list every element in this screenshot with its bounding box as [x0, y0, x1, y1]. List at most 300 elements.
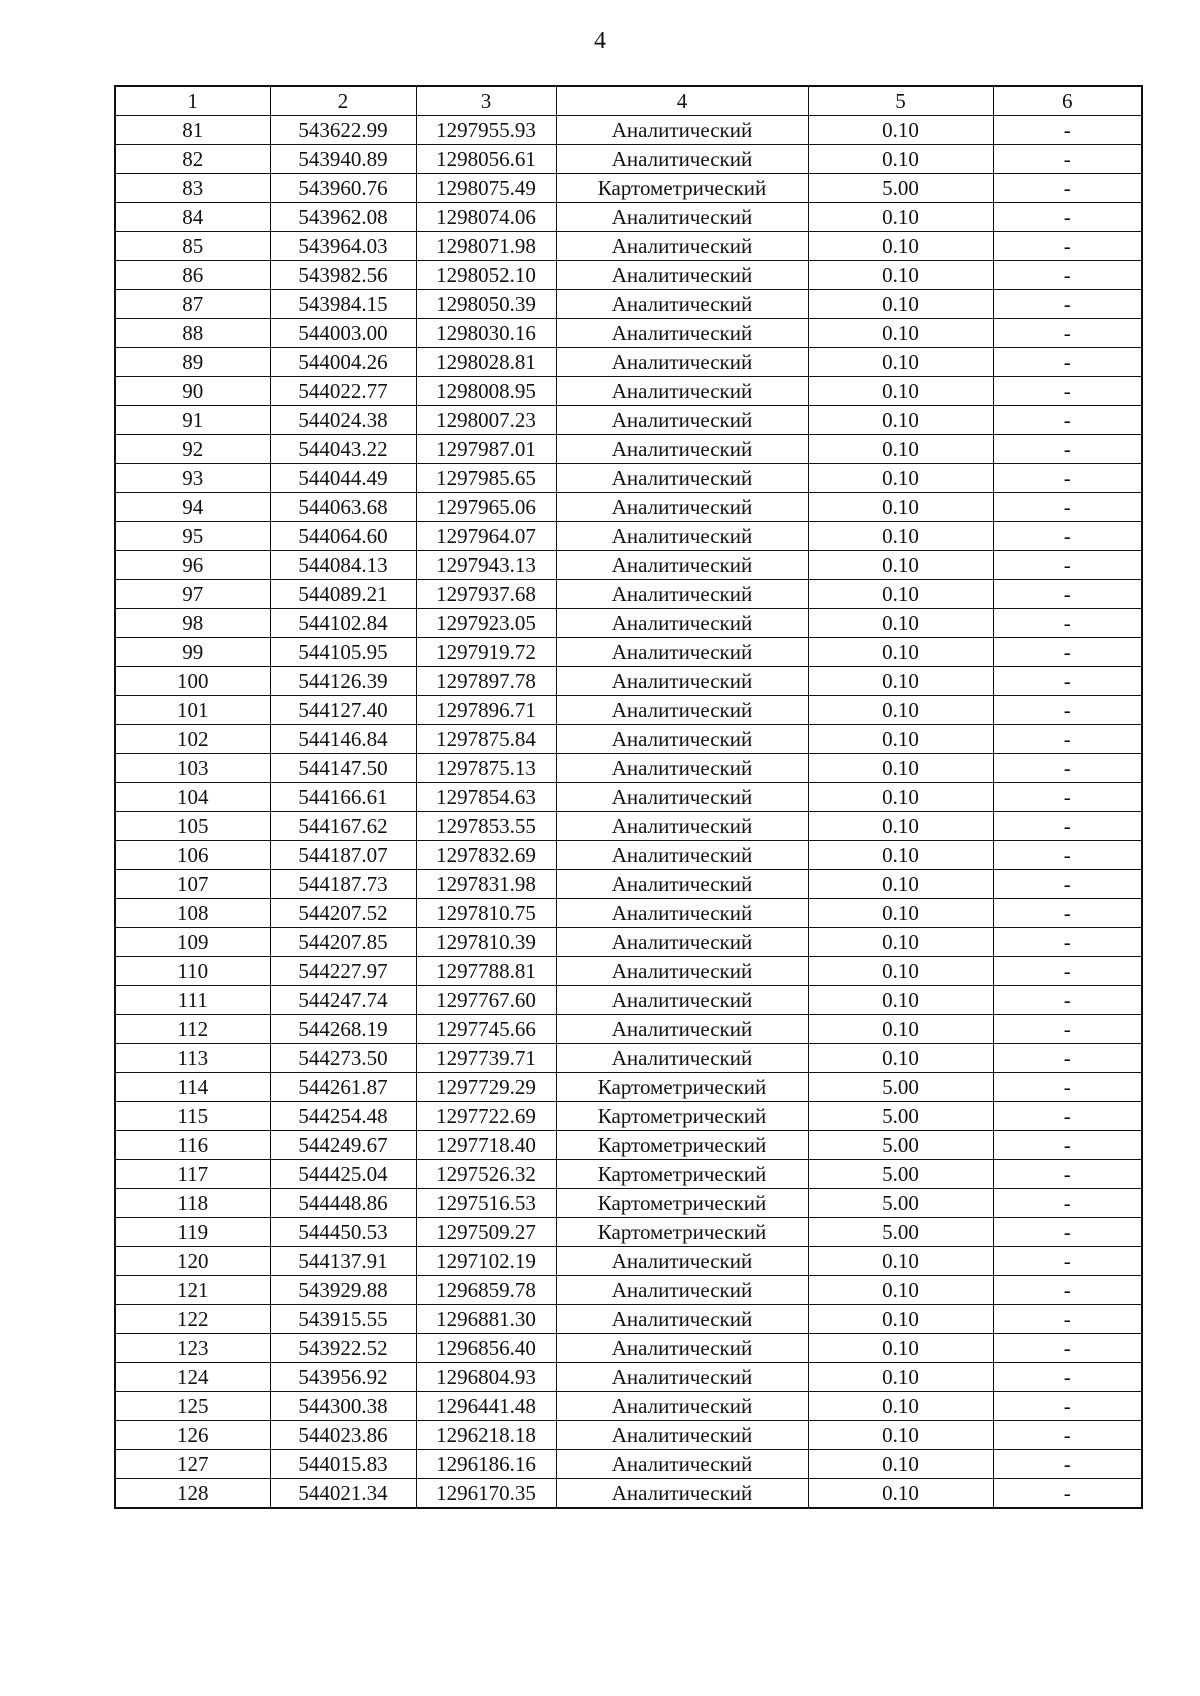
table-row [115, 870, 1142, 899]
note-cell: - [993, 377, 1142, 406]
point-number-cell: 87 [115, 290, 270, 319]
table-row [115, 464, 1142, 493]
accuracy-cell: 0.10 [808, 696, 993, 725]
note-cell: - [993, 464, 1142, 493]
table-row [115, 783, 1142, 812]
x-coordinate-cell: 543940.89 [270, 145, 416, 174]
note-cell: - [993, 609, 1142, 638]
method-cell: Аналитический [556, 638, 808, 667]
point-number-cell: 111 [115, 986, 270, 1015]
method-cell: Картометрический [556, 1189, 808, 1218]
y-coordinate-cell: 1298030.16 [416, 319, 556, 348]
table-row [115, 145, 1142, 174]
method-cell: Аналитический [556, 116, 808, 145]
point-number-cell: 115 [115, 1102, 270, 1131]
accuracy-cell: 0.10 [808, 580, 993, 609]
x-coordinate-cell: 544015.83 [270, 1450, 416, 1479]
x-coordinate-cell: 543956.92 [270, 1363, 416, 1392]
x-coordinate-cell: 544227.97 [270, 957, 416, 986]
coordinates-table [114, 85, 1143, 1509]
method-cell: Картометрический [556, 1160, 808, 1189]
point-number-cell: 117 [115, 1160, 270, 1189]
table-row [115, 841, 1142, 870]
y-coordinate-cell: 1297987.01 [416, 435, 556, 464]
point-number-cell: 126 [115, 1421, 270, 1450]
table-row [115, 1015, 1142, 1044]
method-cell: Аналитический [556, 290, 808, 319]
point-number-cell: 97 [115, 580, 270, 609]
accuracy-cell: 0.10 [808, 348, 993, 377]
accuracy-cell: 5.00 [808, 1160, 993, 1189]
y-coordinate-cell: 1297919.72 [416, 638, 556, 667]
x-coordinate-cell: 544300.38 [270, 1392, 416, 1421]
x-coordinate-cell: 544249.67 [270, 1131, 416, 1160]
accuracy-cell: 0.10 [808, 841, 993, 870]
method-cell: Аналитический [556, 348, 808, 377]
table-row [115, 667, 1142, 696]
table-row [115, 261, 1142, 290]
accuracy-cell: 0.10 [808, 377, 993, 406]
y-coordinate-cell: 1298071.98 [416, 232, 556, 261]
x-coordinate-cell: 543964.03 [270, 232, 416, 261]
note-cell: - [993, 435, 1142, 464]
point-number-cell: 82 [115, 145, 270, 174]
table-row [115, 754, 1142, 783]
table-row [115, 348, 1142, 377]
note-cell: - [993, 986, 1142, 1015]
note-cell: - [993, 1421, 1142, 1450]
accuracy-cell: 5.00 [808, 1073, 993, 1102]
point-number-cell: 106 [115, 841, 270, 870]
x-coordinate-cell: 544004.26 [270, 348, 416, 377]
point-number-cell: 105 [115, 812, 270, 841]
accuracy-cell: 0.10 [808, 783, 993, 812]
accuracy-cell: 5.00 [808, 174, 993, 203]
method-cell: Аналитический [556, 1421, 808, 1450]
method-cell: Аналитический [556, 1363, 808, 1392]
method-cell: Аналитический [556, 145, 808, 174]
note-cell: - [993, 696, 1142, 725]
accuracy-cell: 0.10 [808, 957, 993, 986]
note-cell: - [993, 1044, 1142, 1073]
x-coordinate-cell: 544089.21 [270, 580, 416, 609]
y-coordinate-cell: 1297831.98 [416, 870, 556, 899]
note-cell: - [993, 667, 1142, 696]
column-number-2: 2 [270, 86, 416, 116]
table-row [115, 174, 1142, 203]
x-coordinate-cell: 544023.86 [270, 1421, 416, 1450]
table-row [115, 406, 1142, 435]
note-cell: - [993, 522, 1142, 551]
accuracy-cell: 0.10 [808, 522, 993, 551]
method-cell: Аналитический [556, 464, 808, 493]
method-cell: Аналитический [556, 1450, 808, 1479]
note-cell: - [993, 1218, 1142, 1247]
note-cell: - [993, 725, 1142, 754]
accuracy-cell: 0.10 [808, 1015, 993, 1044]
note-cell: - [993, 1276, 1142, 1305]
x-coordinate-cell: 544105.95 [270, 638, 416, 667]
accuracy-cell: 0.10 [808, 464, 993, 493]
accuracy-cell: 5.00 [808, 1102, 993, 1131]
x-coordinate-cell: 544207.85 [270, 928, 416, 957]
y-coordinate-cell: 1297965.06 [416, 493, 556, 522]
method-cell: Аналитический [556, 841, 808, 870]
note-cell: - [993, 928, 1142, 957]
y-coordinate-cell: 1297810.39 [416, 928, 556, 957]
accuracy-cell: 0.10 [808, 1392, 993, 1421]
y-coordinate-cell: 1297985.65 [416, 464, 556, 493]
y-coordinate-cell: 1296859.78 [416, 1276, 556, 1305]
method-cell: Аналитический [556, 203, 808, 232]
table-row [115, 319, 1142, 348]
table-row [115, 986, 1142, 1015]
y-coordinate-cell: 1296881.30 [416, 1305, 556, 1334]
x-coordinate-cell: 543622.99 [270, 116, 416, 145]
accuracy-cell: 0.10 [808, 609, 993, 638]
y-coordinate-cell: 1297745.66 [416, 1015, 556, 1044]
note-cell: - [993, 1073, 1142, 1102]
point-number-cell: 93 [115, 464, 270, 493]
method-cell: Аналитический [556, 493, 808, 522]
method-cell: Картометрический [556, 174, 808, 203]
method-cell: Аналитический [556, 1247, 808, 1276]
accuracy-cell: 0.10 [808, 261, 993, 290]
y-coordinate-cell: 1298050.39 [416, 290, 556, 319]
method-cell: Аналитический [556, 435, 808, 464]
y-coordinate-cell: 1297832.69 [416, 841, 556, 870]
y-coordinate-cell: 1296804.93 [416, 1363, 556, 1392]
table-row [115, 1363, 1142, 1392]
method-cell: Аналитический [556, 899, 808, 928]
table-row [115, 812, 1142, 841]
accuracy-cell: 0.10 [808, 1363, 993, 1392]
table-row [115, 1131, 1142, 1160]
table-row [115, 435, 1142, 464]
y-coordinate-cell: 1297955.93 [416, 116, 556, 145]
point-number-cell: 88 [115, 319, 270, 348]
y-coordinate-cell: 1297739.71 [416, 1044, 556, 1073]
note-cell: - [993, 174, 1142, 203]
note-cell: - [993, 1131, 1142, 1160]
point-number-cell: 116 [115, 1131, 270, 1160]
accuracy-cell: 5.00 [808, 1218, 993, 1247]
x-coordinate-cell: 544187.73 [270, 870, 416, 899]
y-coordinate-cell: 1296170.35 [416, 1479, 556, 1509]
accuracy-cell: 0.10 [808, 986, 993, 1015]
accuracy-cell: 5.00 [808, 1131, 993, 1160]
accuracy-cell: 0.10 [808, 232, 993, 261]
x-coordinate-cell: 544126.39 [270, 667, 416, 696]
table-row [115, 1305, 1142, 1334]
method-cell: Аналитический [556, 1276, 808, 1305]
method-cell: Аналитический [556, 754, 808, 783]
y-coordinate-cell: 1297943.13 [416, 551, 556, 580]
y-coordinate-cell: 1297526.32 [416, 1160, 556, 1189]
point-number-cell: 91 [115, 406, 270, 435]
y-coordinate-cell: 1297509.27 [416, 1218, 556, 1247]
note-cell: - [993, 1015, 1142, 1044]
point-number-cell: 95 [115, 522, 270, 551]
note-cell: - [993, 551, 1142, 580]
point-number-cell: 84 [115, 203, 270, 232]
note-cell: - [993, 290, 1142, 319]
y-coordinate-cell: 1297854.63 [416, 783, 556, 812]
y-coordinate-cell: 1297875.84 [416, 725, 556, 754]
method-cell: Аналитический [556, 1015, 808, 1044]
x-coordinate-cell: 543984.15 [270, 290, 416, 319]
column-number-4: 4 [556, 86, 808, 116]
note-cell: - [993, 319, 1142, 348]
y-coordinate-cell: 1298075.49 [416, 174, 556, 203]
method-cell: Аналитический [556, 1044, 808, 1073]
y-coordinate-cell: 1297875.13 [416, 754, 556, 783]
accuracy-cell: 0.10 [808, 667, 993, 696]
x-coordinate-cell: 544425.04 [270, 1160, 416, 1189]
x-coordinate-cell: 544043.22 [270, 435, 416, 464]
accuracy-cell: 0.10 [808, 1044, 993, 1073]
point-number-cell: 85 [115, 232, 270, 261]
table-row [115, 377, 1142, 406]
table-row [115, 725, 1142, 754]
note-cell: - [993, 1479, 1142, 1509]
y-coordinate-cell: 1296856.40 [416, 1334, 556, 1363]
y-coordinate-cell: 1298007.23 [416, 406, 556, 435]
note-cell: - [993, 232, 1142, 261]
x-coordinate-cell: 544063.68 [270, 493, 416, 522]
table-row [115, 1392, 1142, 1421]
table-row [115, 1160, 1142, 1189]
accuracy-cell: 0.10 [808, 1305, 993, 1334]
x-coordinate-cell: 543960.76 [270, 174, 416, 203]
y-coordinate-cell: 1296218.18 [416, 1421, 556, 1450]
x-coordinate-cell: 544064.60 [270, 522, 416, 551]
point-number-cell: 113 [115, 1044, 270, 1073]
note-cell: - [993, 841, 1142, 870]
table-row [115, 1102, 1142, 1131]
point-number-cell: 102 [115, 725, 270, 754]
x-coordinate-cell: 544084.13 [270, 551, 416, 580]
point-number-cell: 107 [115, 870, 270, 899]
y-coordinate-cell: 1298052.10 [416, 261, 556, 290]
method-cell: Аналитический [556, 609, 808, 638]
y-coordinate-cell: 1297896.71 [416, 696, 556, 725]
accuracy-cell: 0.10 [808, 203, 993, 232]
column-number-3: 3 [416, 86, 556, 116]
note-cell: - [993, 1450, 1142, 1479]
y-coordinate-cell: 1298008.95 [416, 377, 556, 406]
method-cell: Аналитический [556, 232, 808, 261]
point-number-cell: 100 [115, 667, 270, 696]
y-coordinate-cell: 1297729.29 [416, 1073, 556, 1102]
x-coordinate-cell: 544450.53 [270, 1218, 416, 1247]
method-cell: Аналитический [556, 406, 808, 435]
note-cell: - [993, 261, 1142, 290]
y-coordinate-cell: 1296186.16 [416, 1450, 556, 1479]
x-coordinate-cell: 543982.56 [270, 261, 416, 290]
method-cell: Аналитический [556, 1392, 808, 1421]
accuracy-cell: 0.10 [808, 319, 993, 348]
point-number-cell: 125 [115, 1392, 270, 1421]
table-row [115, 580, 1142, 609]
point-number-cell: 120 [115, 1247, 270, 1276]
table-row [115, 1044, 1142, 1073]
accuracy-cell: 5.00 [808, 1189, 993, 1218]
y-coordinate-cell: 1297897.78 [416, 667, 556, 696]
accuracy-cell: 0.10 [808, 435, 993, 464]
point-number-cell: 122 [115, 1305, 270, 1334]
table-row [115, 1276, 1142, 1305]
note-cell: - [993, 116, 1142, 145]
table-row [115, 1189, 1142, 1218]
note-cell: - [993, 1334, 1142, 1363]
note-cell: - [993, 1392, 1142, 1421]
accuracy-cell: 0.10 [808, 145, 993, 174]
accuracy-cell: 0.10 [808, 754, 993, 783]
x-coordinate-cell: 544146.84 [270, 725, 416, 754]
table-row [115, 1247, 1142, 1276]
table-row [115, 696, 1142, 725]
x-coordinate-cell: 544254.48 [270, 1102, 416, 1131]
x-coordinate-cell: 544167.62 [270, 812, 416, 841]
x-coordinate-cell: 544187.07 [270, 841, 416, 870]
note-cell: - [993, 1247, 1142, 1276]
accuracy-cell: 0.10 [808, 928, 993, 957]
y-coordinate-cell: 1297102.19 [416, 1247, 556, 1276]
method-cell: Аналитический [556, 696, 808, 725]
column-number-1: 1 [115, 86, 270, 116]
point-number-cell: 124 [115, 1363, 270, 1392]
point-number-cell: 92 [115, 435, 270, 464]
x-coordinate-cell: 543962.08 [270, 203, 416, 232]
x-coordinate-cell: 544261.87 [270, 1073, 416, 1102]
accuracy-cell: 0.10 [808, 1247, 993, 1276]
note-cell: - [993, 899, 1142, 928]
x-coordinate-cell: 544137.91 [270, 1247, 416, 1276]
point-number-cell: 103 [115, 754, 270, 783]
method-cell: Аналитический [556, 725, 808, 754]
note-cell: - [993, 406, 1142, 435]
table-row [115, 928, 1142, 957]
point-number-cell: 96 [115, 551, 270, 580]
note-cell: - [993, 1363, 1142, 1392]
table-row [115, 522, 1142, 551]
accuracy-cell: 0.10 [808, 290, 993, 319]
table-row [115, 290, 1142, 319]
note-cell: - [993, 203, 1142, 232]
method-cell: Аналитический [556, 1479, 808, 1509]
accuracy-cell: 0.10 [808, 493, 993, 522]
table-row [115, 551, 1142, 580]
y-coordinate-cell: 1297810.75 [416, 899, 556, 928]
method-cell: Аналитический [556, 986, 808, 1015]
accuracy-cell: 0.10 [808, 1421, 993, 1450]
column-number-6: 6 [993, 86, 1142, 116]
point-number-cell: 110 [115, 957, 270, 986]
point-number-cell: 81 [115, 116, 270, 145]
point-number-cell: 98 [115, 609, 270, 638]
x-coordinate-cell: 544147.50 [270, 754, 416, 783]
x-coordinate-cell: 544102.84 [270, 609, 416, 638]
table-row [115, 1421, 1142, 1450]
table-row [115, 1450, 1142, 1479]
point-number-cell: 109 [115, 928, 270, 957]
table-row [115, 899, 1142, 928]
x-coordinate-cell: 544247.74 [270, 986, 416, 1015]
method-cell: Аналитический [556, 957, 808, 986]
point-number-cell: 127 [115, 1450, 270, 1479]
method-cell: Аналитический [556, 667, 808, 696]
x-coordinate-cell: 544448.86 [270, 1189, 416, 1218]
point-number-cell: 112 [115, 1015, 270, 1044]
point-number-cell: 99 [115, 638, 270, 667]
method-cell: Картометрический [556, 1073, 808, 1102]
x-coordinate-cell: 544021.34 [270, 1479, 416, 1509]
y-coordinate-cell: 1297923.05 [416, 609, 556, 638]
accuracy-cell: 0.10 [808, 1479, 993, 1509]
page-number: 4 [594, 28, 606, 54]
column-number-5: 5 [808, 86, 993, 116]
point-number-cell: 94 [115, 493, 270, 522]
x-coordinate-cell: 544044.49 [270, 464, 416, 493]
point-number-cell: 128 [115, 1479, 270, 1509]
accuracy-cell: 0.10 [808, 1334, 993, 1363]
method-cell: Аналитический [556, 870, 808, 899]
point-number-cell: 108 [115, 899, 270, 928]
point-number-cell: 121 [115, 1276, 270, 1305]
table-row [115, 1479, 1142, 1509]
method-cell: Аналитический [556, 319, 808, 348]
accuracy-cell: 0.10 [808, 116, 993, 145]
point-number-cell: 118 [115, 1189, 270, 1218]
y-coordinate-cell: 1297964.07 [416, 522, 556, 551]
y-coordinate-cell: 1297722.69 [416, 1102, 556, 1131]
header-row [115, 86, 1142, 116]
point-number-cell: 86 [115, 261, 270, 290]
x-coordinate-cell: 544022.77 [270, 377, 416, 406]
note-cell: - [993, 580, 1142, 609]
y-coordinate-cell: 1298056.61 [416, 145, 556, 174]
accuracy-cell: 0.10 [808, 1276, 993, 1305]
table-row [115, 232, 1142, 261]
method-cell: Аналитический [556, 928, 808, 957]
accuracy-cell: 0.10 [808, 725, 993, 754]
point-number-cell: 101 [115, 696, 270, 725]
accuracy-cell: 0.10 [808, 870, 993, 899]
table-row [115, 203, 1142, 232]
x-coordinate-cell: 543915.55 [270, 1305, 416, 1334]
table-row [115, 1073, 1142, 1102]
y-coordinate-cell: 1297718.40 [416, 1131, 556, 1160]
y-coordinate-cell: 1297516.53 [416, 1189, 556, 1218]
table-row [115, 493, 1142, 522]
method-cell: Аналитический [556, 783, 808, 812]
accuracy-cell: 0.10 [808, 551, 993, 580]
x-coordinate-cell: 543929.88 [270, 1276, 416, 1305]
point-number-cell: 83 [115, 174, 270, 203]
note-cell: - [993, 1160, 1142, 1189]
accuracy-cell: 0.10 [808, 899, 993, 928]
method-cell: Аналитический [556, 812, 808, 841]
note-cell: - [993, 1305, 1142, 1334]
table-row [115, 1218, 1142, 1247]
note-cell: - [993, 638, 1142, 667]
table-row [115, 609, 1142, 638]
note-cell: - [993, 812, 1142, 841]
method-cell: Аналитический [556, 1334, 808, 1363]
x-coordinate-cell: 544003.00 [270, 319, 416, 348]
table-row [115, 957, 1142, 986]
